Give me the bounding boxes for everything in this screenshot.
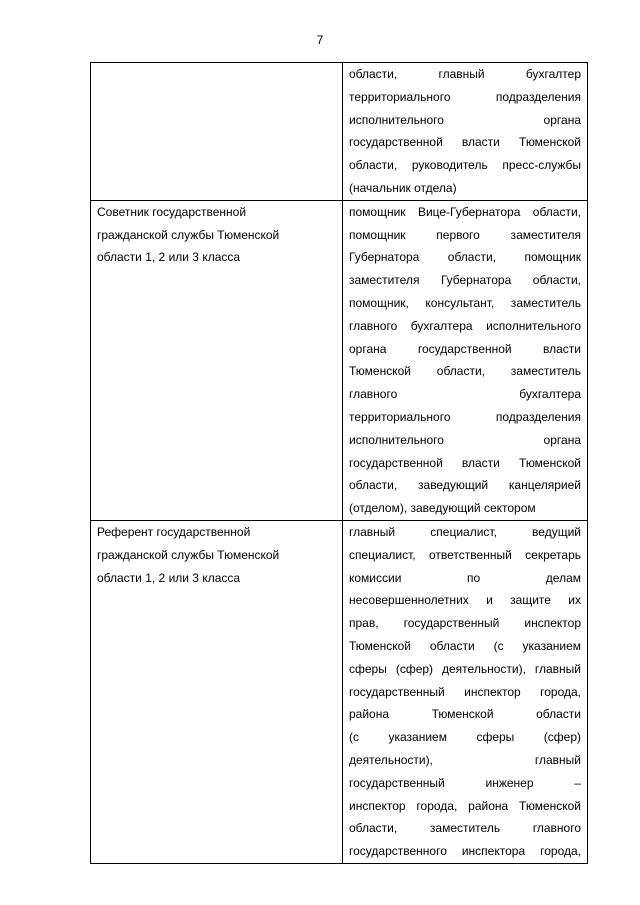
position-line: области 1, 2 или 3 класса bbox=[97, 570, 241, 585]
duties-line: несовершеннолетних и защите их bbox=[349, 593, 581, 608]
duties-line: государственного инспектора города, bbox=[349, 844, 581, 859]
duties-line: сферы (сфер) деятельности), главный bbox=[349, 661, 581, 676]
table-row bbox=[91, 200, 588, 520]
position-cell bbox=[91, 63, 343, 201]
duties-line: Губернатора области, помощник bbox=[349, 250, 581, 265]
duties-line: (отделом), заведующий сектором bbox=[349, 501, 536, 516]
duties-line: помощник, консультант, заместитель bbox=[349, 295, 581, 310]
duties-line: органа государственной власти bbox=[349, 341, 581, 356]
duties-line: инспектор города, района Тюменской bbox=[349, 798, 581, 813]
duties-cell bbox=[343, 63, 588, 201]
position-line: Референт государственной bbox=[97, 524, 251, 539]
duties-line: главный специалист, ведущий bbox=[349, 524, 581, 539]
duties-line: государственный инженер – bbox=[349, 775, 581, 790]
position-line: Советник государственной bbox=[97, 204, 247, 219]
duties-line: (начальник отдела) bbox=[349, 180, 457, 195]
duties-line: деятельности), главный bbox=[349, 752, 581, 767]
duties-cell bbox=[343, 200, 588, 520]
position-cell bbox=[91, 200, 343, 520]
duties-line: помощник первого заместителя bbox=[349, 227, 581, 242]
duties-line: территориального подразделения bbox=[349, 409, 581, 424]
position-line: области 1, 2 или 3 класса bbox=[97, 250, 241, 265]
position-cell bbox=[91, 520, 343, 863]
position-line: гражданской службы Тюменской bbox=[97, 547, 280, 562]
duties-line: исполнительного органа bbox=[349, 432, 581, 447]
duties-line: области, заместитель главного bbox=[349, 821, 581, 836]
duties-line: области, заведующий канцелярией bbox=[349, 478, 581, 493]
duties-line: исполнительного органа bbox=[349, 112, 581, 127]
duties-line: района Тюменской области bbox=[349, 707, 581, 722]
duties-cell bbox=[343, 520, 588, 863]
duties-line: области, руководитель пресс-службы bbox=[349, 158, 581, 173]
duties-line: государственной власти Тюменской bbox=[349, 455, 581, 470]
duties-line: главного бухгалтера исполнительного bbox=[349, 318, 581, 333]
duties-line: Тюменской области, заместитель bbox=[349, 364, 581, 379]
duties-line: Тюменской области (с указанием bbox=[349, 638, 581, 653]
duties-line: комиссии по делам bbox=[349, 570, 581, 585]
table-row bbox=[91, 63, 588, 201]
duties-line: государственный инспектор города, bbox=[349, 684, 581, 699]
positions-table bbox=[90, 62, 588, 864]
duties-line: области, главный бухгалтер bbox=[349, 67, 581, 81]
duties-line: (с указанием сферы (сфер) bbox=[349, 730, 581, 745]
table-row bbox=[91, 520, 588, 863]
duties-line: помощник Вице-Губернатора области, bbox=[349, 204, 581, 219]
duties-line: государственной власти Тюменской bbox=[349, 135, 581, 150]
duties-line: специалист, ответственный секретарь bbox=[349, 547, 581, 562]
duties-line: заместителя Губернатора области, bbox=[349, 273, 581, 288]
duties-line: главного бухгалтера bbox=[349, 387, 581, 402]
duties-line: территориального подразделения bbox=[349, 89, 581, 104]
page-number: 7 bbox=[316, 33, 324, 47]
position-line: гражданской службы Тюменской bbox=[97, 227, 280, 242]
duties-line: прав, государственный инспектор bbox=[349, 616, 581, 631]
